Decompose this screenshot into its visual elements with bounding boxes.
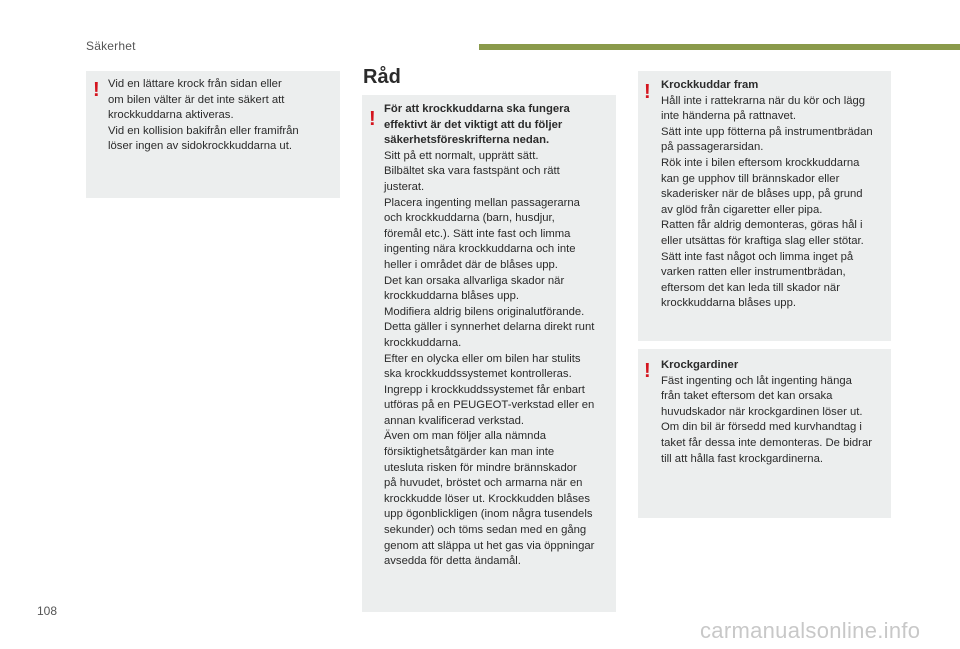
warning-box-curtain-airbags [638,349,891,518]
warning-body: Vid en lättare krock från sidan eller om bilen välter är det inte säkert att krockkuddarna aktiveras. Vid en kollision bakifrån eller framifrån löser ingen av sidokrockkuddarna ut. [108,78,299,153]
exclamation-icon: ! [93,79,100,101]
warning-text [108,77,336,155]
warning-text [661,78,891,312]
warning-heading: För att krockkuddarna ska fungera effektivt är det viktigt att du följer säkerhetsföreskrifterna nedan. [384,103,570,147]
header-section-label: Säkerhet [86,39,136,53]
page-title: Råd [363,66,401,88]
exclamation-icon: ! [644,81,651,103]
exclamation-icon: ! [369,108,376,130]
warning-body: Håll inte i rattekrarna när du kör och lägg inte händerna på rattnavet. Sätt inte upp fötterna på instrumentbrädan på passagerarsidan. Rök inte i bilen eftersom krockkuddarna kan ge upphov till brännskador eller skaderisker när de blåses upp, på grund av glöd från cigaretter eller pipa. Ratten får aldrig demonteras, göras hål i eller utsättas för kraftiga slag eller stötar. Sätt inte fast något och limma inget på varken ratten eller instrumentbrädan, eftersom det kan leda till skador när krockkuddarna blåses upp. [661,94,873,310]
warning-body: Sitt på ett normalt, upprätt sätt. Bilbältet ska vara fastspänt och rätt justerat. Placera ingenting mellan passagerarna och krockkuddarna (barn, husdjur, föremål etc.). Sätt inte fast och limma ingenting nära krockkuddarna och inte heller i området där de blåses upp. Det kan orsaka allvarliga skador när krockkuddarna blåses upp. Modifiera aldrig bilens originalutförande. Detta gäller i synnerhet delarna direkt runt krockkuddarna. Efter en olycka eller om bilen har stulits ska krockkuddssystemet kontrolleras. Ingrepp i krockkuddssystemet får enbart utföras på en PEUGEOT-verkstad eller en annan kvalificerad verkstad. Även om man följer alla nämnda försiktighetsåtgärder kan man inte utesluta risken för mindre brännskador på huvudet, bröstet och armarna när en krockkudde löser ut. Krockkudden blåses upp ögonblickligen (inom några tusendels sekunder) och töms sedan med en gång genom att släppa ut het gas via öppningar avsedda för detta ändamål. [384,149,595,568]
warning-box-front-airbags [638,71,891,341]
warning-text [384,102,614,570]
page-number: 108 [37,604,58,618]
warning-text [661,358,891,467]
warning-heading: Krockgardiner [661,359,739,371]
warning-box-airbag-advice [362,95,616,612]
header-accent-bar [479,44,960,50]
warning-box-side-airbags [86,71,340,198]
watermark: carmanualsonline.info [700,618,921,643]
exclamation-icon: ! [644,360,651,382]
warning-body: Fäst ingenting och låt ingenting hänga från taket eftersom det kan orsaka huvudskador när krockgardinen löser ut. Om din bil är försedd med kurvhandtag i taket får dessa inte demonteras. De bidrar till att hålla fast krockgardinerna. [661,374,872,465]
warning-heading: Krockkuddar fram [661,79,759,91]
